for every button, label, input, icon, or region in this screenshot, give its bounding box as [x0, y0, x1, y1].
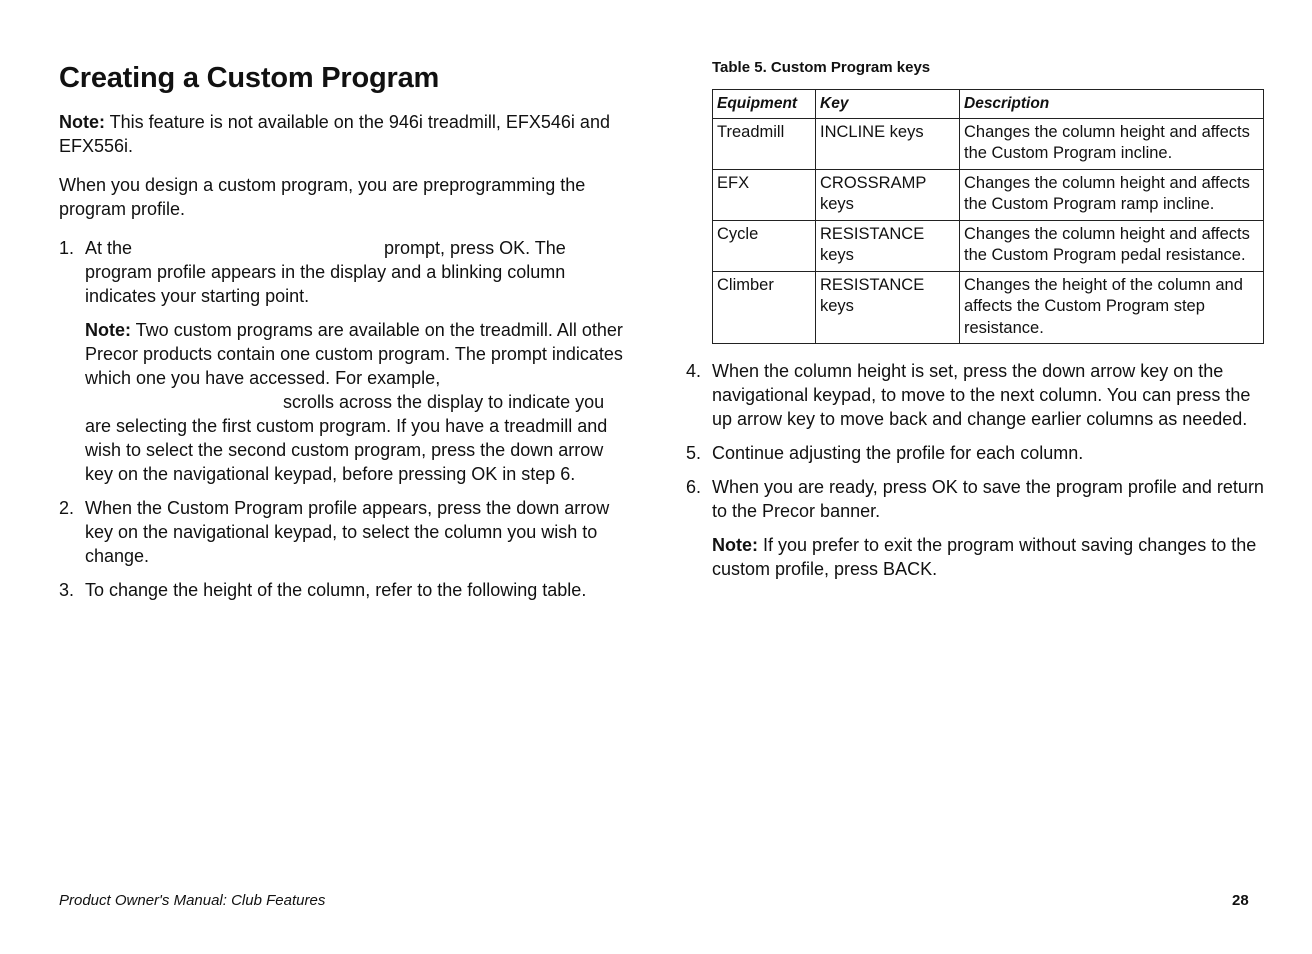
step-2	[59, 496, 634, 568]
table-cell: RESISTANCE keys	[816, 220, 960, 271]
intro-paragraph: When you design a custom program, you are preprogramming the program profile.	[59, 175, 586, 219]
note-text: If you prefer to exit the program without saving changes to the custom profile, press BACK.	[712, 535, 1257, 579]
table-cell: INCLINE keys	[816, 118, 960, 169]
step-number: 6.	[686, 477, 702, 497]
page-number: 28	[1232, 892, 1249, 909]
table-cell: Cycle	[713, 220, 816, 271]
table-cell: Changes the height of the column and affects the Custom Program step resistance.	[960, 271, 1264, 344]
table-row	[713, 118, 1264, 169]
steps-list	[59, 236, 634, 602]
column-header: Description	[960, 90, 1264, 119]
step-text-before: At the	[85, 238, 138, 258]
note-label: Note:	[85, 320, 131, 340]
step-5	[686, 441, 1266, 465]
table-cell: Changes the column height and affects the Custom Program ramp incline.	[960, 169, 1264, 220]
step-text: Continue adjusting the profile for each column.	[712, 443, 1084, 463]
table-row	[713, 271, 1264, 344]
intro-note	[59, 110, 634, 158]
table-row	[713, 169, 1264, 220]
step-number: 4.	[686, 361, 702, 381]
step-text-after: prompt, press OK. The program profile appears in the display and a blinking column indicates your starting point.	[85, 238, 566, 306]
note-text-before: Two custom programs are available on the treadmill. All other Precor products contain one custom program. The prompt indicates which one you have accessed. For example,	[85, 320, 623, 388]
step-text: When you are ready, press OK to save the program profile and return to the Precor banner.	[712, 477, 1264, 521]
note-label: Note:	[59, 112, 105, 132]
step-4	[686, 359, 1266, 431]
table-cell: CROSSRAMP keys	[816, 169, 960, 220]
column-header: Equipment	[713, 90, 816, 119]
step-3	[59, 578, 634, 602]
note-label: Note:	[712, 535, 758, 555]
step-6	[686, 475, 1266, 581]
note-text-after: scrolls across the display to indicate you are selecting the first custom program. If you have a treadmill and wish to select the second custom program, press the down arrow key on the navigational keypad, before pressing OK in step 6.	[85, 392, 608, 484]
table-header-row	[713, 90, 1264, 119]
step-number: 2.	[59, 498, 75, 518]
table-cell: Treadmill	[713, 118, 816, 169]
step-number: 5.	[686, 443, 702, 463]
step-text: To change the height of the column, refer to the following table.	[85, 580, 587, 600]
left-column	[59, 58, 634, 612]
table-cell: Changes the column height and affects the Custom Program pedal resistance.	[960, 220, 1264, 271]
table-cell: Climber	[713, 271, 816, 344]
step-text: When the Custom Program profile appears, press the down arrow key on the navigational keypad, to select the column you wish to change.	[85, 498, 610, 566]
step-number: 3.	[59, 580, 75, 600]
table-row	[713, 220, 1264, 271]
table-cell: Changes the column height and affects the Custom Program incline.	[960, 118, 1264, 169]
table-cell: EFX	[713, 169, 816, 220]
column-header: Key	[816, 90, 960, 119]
page-title: Creating a Custom Program	[59, 62, 440, 94]
table-cell: RESISTANCE keys	[816, 271, 960, 344]
step-6-note	[712, 533, 1266, 581]
right-column	[686, 58, 1266, 591]
table-caption: Table 5. Custom Program keys	[712, 59, 931, 76]
step-1-note	[85, 318, 634, 486]
note-text: This feature is not available on the 946i treadmill, EFX546i and EFX556i.	[59, 112, 610, 156]
footer-manual-title: Product Owner's Manual: Club Features	[59, 892, 326, 909]
step-1	[59, 236, 634, 486]
step-number: 1.	[59, 238, 75, 258]
custom-program-keys-table	[712, 89, 1264, 344]
step-text: When the column height is set, press the down arrow key on the navigational keypad, to move to the next column. You can press the up arrow key to move back and change earlier columns as needed.	[712, 361, 1251, 429]
steps-list-continued	[686, 359, 1266, 581]
